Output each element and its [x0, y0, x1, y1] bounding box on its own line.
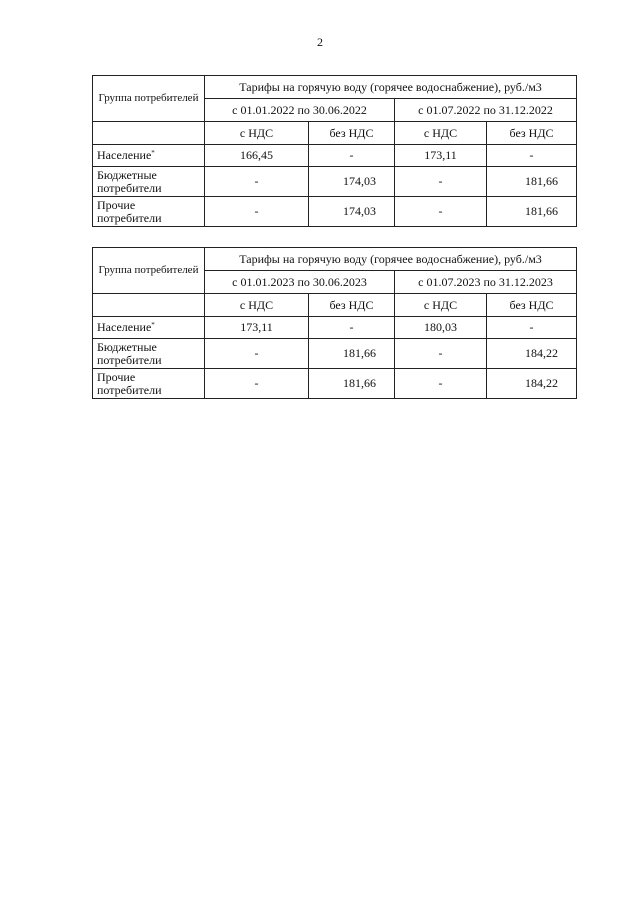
cell-value: -	[309, 145, 395, 167]
cell-value: -	[205, 369, 309, 399]
cell-value: -	[395, 167, 487, 197]
cell-value: 181,66	[487, 167, 577, 197]
cell-value: 180,03	[395, 317, 487, 339]
cell-value: -	[309, 317, 395, 339]
cell-value: 174,03	[309, 197, 395, 227]
row-label: Прочие потребители	[93, 197, 205, 227]
table-row	[93, 369, 577, 399]
table-row	[93, 317, 577, 339]
cell-value: 181,66	[487, 197, 577, 227]
tariff-table-2022	[92, 75, 577, 227]
row-label: Население*	[93, 145, 205, 167]
cell-value: -	[205, 167, 309, 197]
vat-label: с НДС	[395, 122, 487, 145]
vat-label: без НДС	[487, 122, 577, 145]
table-title: Тарифы на горячую воду (горячее водоснабжение), руб./м3	[205, 76, 577, 99]
table-row	[93, 197, 577, 227]
cell-value: 173,11	[205, 317, 309, 339]
period-1: с 01.01.2022 по 30.06.2022	[205, 99, 395, 122]
vat-label: с НДС	[205, 122, 309, 145]
footnote-marker: *	[151, 321, 155, 329]
cell-value: 166,45	[205, 145, 309, 167]
cell-value: -	[487, 145, 577, 167]
vat-label: без НДС	[309, 122, 395, 145]
footnote-marker: *	[151, 149, 155, 157]
empty-cell	[93, 122, 205, 145]
empty-cell	[93, 294, 205, 317]
tariff-table-2023	[92, 247, 577, 399]
cell-value: -	[487, 317, 577, 339]
table-row	[93, 167, 577, 197]
table-row	[93, 339, 577, 369]
group-header: Группа потребителей	[93, 76, 205, 122]
vat-label: без НДС	[487, 294, 577, 317]
period-1: с 01.01.2023 по 30.06.2023	[205, 271, 395, 294]
cell-value: -	[205, 197, 309, 227]
cell-value: -	[205, 339, 309, 369]
row-label: Бюджетные потребители	[93, 339, 205, 369]
vat-label: без НДС	[309, 294, 395, 317]
cell-value: 181,66	[309, 369, 395, 399]
cell-value: -	[395, 369, 487, 399]
period-2: с 01.07.2023 по 31.12.2023	[395, 271, 577, 294]
cell-value: 173,11	[395, 145, 487, 167]
cell-value: 184,22	[487, 369, 577, 399]
table-row	[93, 145, 577, 167]
table-title: Тарифы на горячую воду (горячее водоснабжение), руб./м3	[205, 248, 577, 271]
row-label: Бюджетные потребители	[93, 167, 205, 197]
row-label: Население*	[93, 317, 205, 339]
group-header: Группа потребителей	[93, 248, 205, 294]
vat-label: с НДС	[395, 294, 487, 317]
cell-value: -	[395, 339, 487, 369]
period-2: с 01.07.2022 по 31.12.2022	[395, 99, 577, 122]
cell-value: -	[395, 197, 487, 227]
page-number: 2	[317, 35, 323, 49]
row-label: Прочие потребители	[93, 369, 205, 399]
cell-value: 184,22	[487, 339, 577, 369]
vat-label: с НДС	[205, 294, 309, 317]
cell-value: 181,66	[309, 339, 395, 369]
cell-value: 174,03	[309, 167, 395, 197]
